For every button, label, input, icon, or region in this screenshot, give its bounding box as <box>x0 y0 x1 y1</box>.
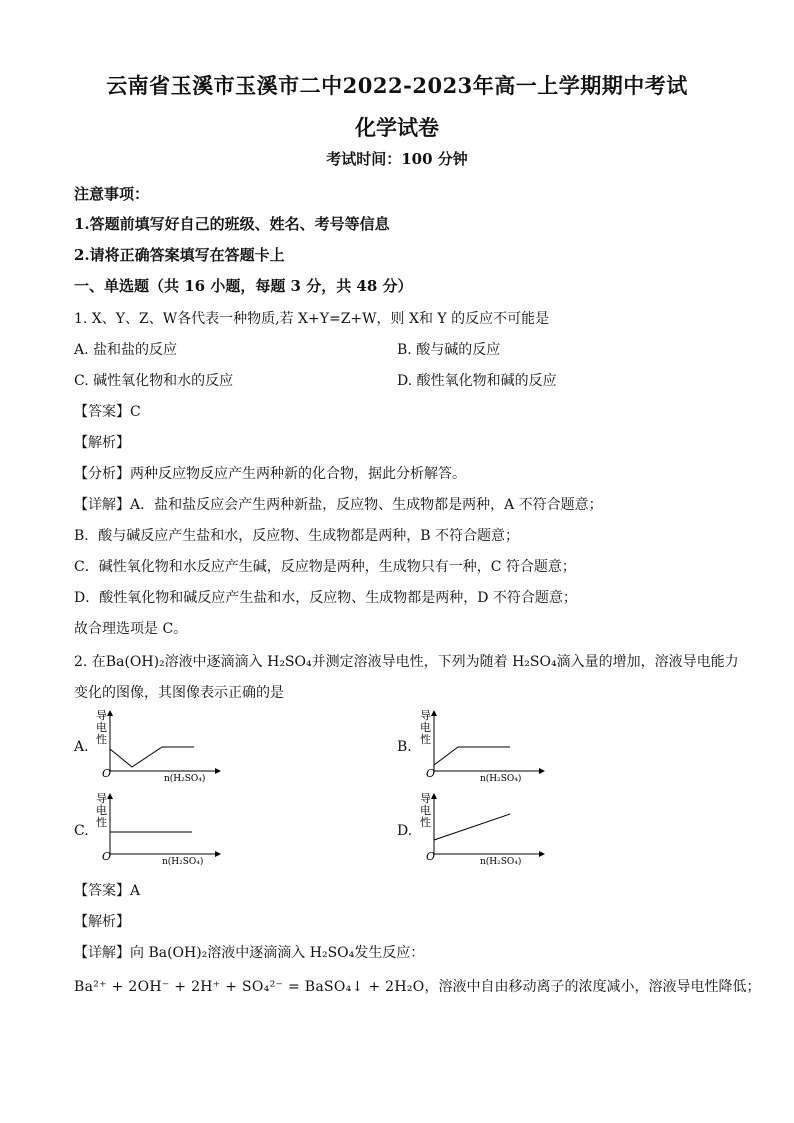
q1-xiangjie: 【详解】A．盐和盐反应会产生两种新盐，反应物、生成物都是两种，A 不符合题意； <box>74 497 603 513</box>
q2-equation: Ba²⁺ + 2OH⁻ + 2H⁺ + SO₄²⁻ = BaSO₄↓ + 2H₂O <box>74 979 425 995</box>
y-axis-char-1: 导 <box>420 792 431 805</box>
y-axis-char-2: 电 <box>96 721 107 734</box>
x-axis-label: n(H₂SO₄) <box>164 774 206 784</box>
q2-stem-line1: 2. 在Ba(OH)₂溶液中逐滴滴入 H₂SO₄并测定溶液导电性，下列为随着 H₂SO₄滴入量的增加，溶液导电能力 <box>74 654 739 670</box>
q2-equation-tail: ，溶液中自由移动离子的浓度减小，溶液导电性降低； <box>424 979 761 995</box>
q2-graph-a <box>86 707 226 785</box>
q2-graph-a-label: A. <box>74 739 89 755</box>
y-axis-char-1: 导 <box>420 709 431 722</box>
q2-graph-b <box>410 707 550 785</box>
notes-item-2: 2.请将正确答案填写在答题卡上 <box>74 246 285 264</box>
y-axis-char-2: 电 <box>420 721 431 734</box>
origin-label: O <box>426 767 436 780</box>
section-heading: 一、单选题（共 16 小题，每题 3 分，共 48 分） <box>74 277 413 295</box>
q2-graph-c <box>86 790 226 868</box>
x-axis-label: n(H₂SO₄) <box>162 857 204 867</box>
y-axis-char-3: 性 <box>96 733 107 746</box>
origin-label: O <box>102 767 112 780</box>
y-axis-char-3: 性 <box>420 816 431 829</box>
q2-stem-line2: 变化的图像，其图像表示正确的是 <box>74 685 284 701</box>
q1-option-b: B. 酸与碱的反应 <box>397 342 501 358</box>
q2-graph-d-label: D. <box>397 823 413 839</box>
q1-jiexi: 【解析】 <box>74 435 130 451</box>
origin-label: O <box>426 850 436 863</box>
q1-b-line: B．酸与碱反应产生盐和水，反应物、生成物都是两种，B 不符合题意； <box>74 528 520 544</box>
origin-label: O <box>102 850 112 863</box>
x-axis-label: n(H₂SO₄) <box>480 857 522 867</box>
y-axis-char-2: 电 <box>96 804 107 817</box>
y-axis-char-3: 性 <box>96 816 107 829</box>
q2-jiexi: 【解析】 <box>74 914 130 930</box>
q2-graph-b-label: B. <box>397 739 412 755</box>
exam-title: 云南省玉溪市玉溪市二中2022-2023年高一上学期期中考试 <box>106 73 688 98</box>
q1-conclusion: 故合理选项是 C。 <box>74 621 188 637</box>
exam-subtitle: 化学试卷 <box>355 115 439 140</box>
y-axis-char-3: 性 <box>420 733 431 746</box>
q2-graph-d <box>410 790 550 868</box>
y-axis-char-1: 导 <box>96 792 107 805</box>
y-axis-char-2: 电 <box>420 804 431 817</box>
x-axis-label: n(H₂SO₄) <box>480 774 522 784</box>
y-axis-char-1: 导 <box>96 709 107 722</box>
q1-stem: 1. X、Y、Z、W各代表一种物质,若 X+Y=Z+W，则 X和 Y 的反应不可能是 <box>74 311 550 327</box>
q1-answer: 【答案】C <box>74 404 141 420</box>
q2-equation-line <box>74 976 761 996</box>
exam-time: 考试时间：100 分钟 <box>326 150 468 168</box>
q1-c-line: C．碱性氧化物和水反应产生碱，反应物是两种，生成物只有一种，C 符合题意； <box>74 559 576 575</box>
notes-item-1: 1.答题前填写好自己的班级、姓名、考号等信息 <box>74 215 390 233</box>
q1-option-a: A. 盐和盐的反应 <box>74 342 178 358</box>
q1-d-line: D．酸性氧化物和碱反应产生盐和水，反应物、生成物都是两种，D 不符合题意； <box>74 590 577 606</box>
q2-graph-c-label: C. <box>74 823 89 839</box>
q1-option-c: C. 碱性氧化物和水的反应 <box>74 373 234 389</box>
q1-option-d: D. 酸性氧化物和碱的反应 <box>397 373 557 389</box>
q2-answer: 【答案】A <box>74 883 141 899</box>
notes-heading: 注意事项： <box>74 185 150 203</box>
q1-fenxi: 【分析】两种反应物反应产生两种新的化合物，据此分析解答。 <box>74 466 466 482</box>
q2-xiangjie: 【详解】向 Ba(OH)₂溶液中逐滴滴入 H₂SO₄发生反应： <box>74 945 425 961</box>
